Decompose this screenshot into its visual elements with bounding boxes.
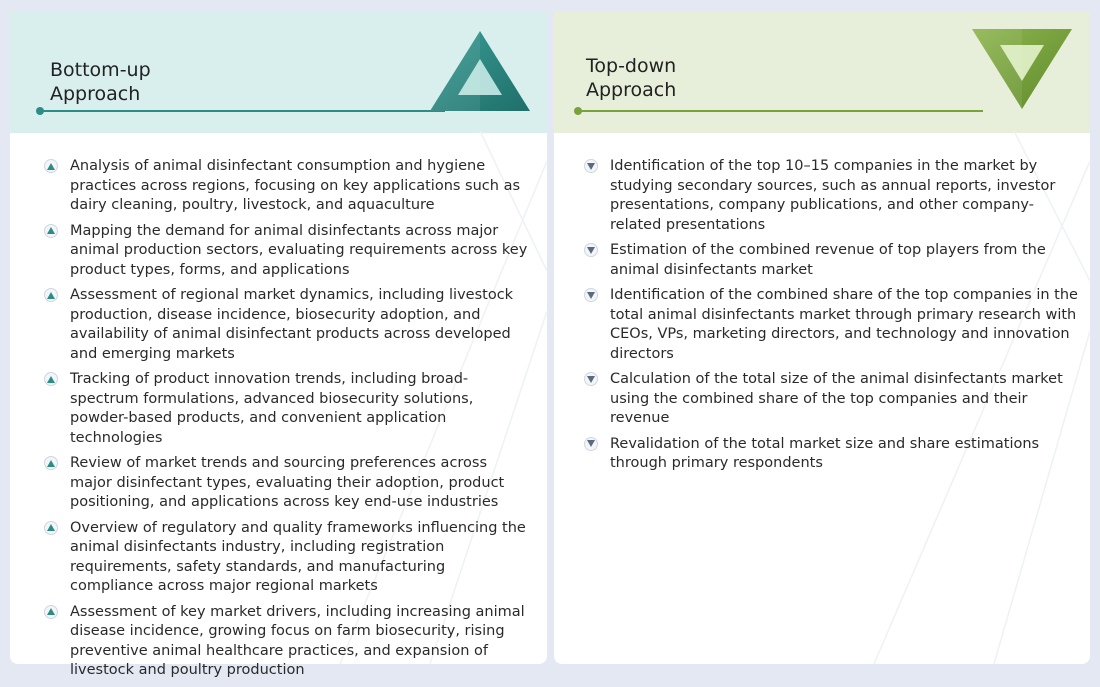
list-item (42, 222, 532, 281)
list-item-text: Assessment of key market drivers, including increasing animal disease incidence, growing focus on farm biosecurity, rising preventive animal healthcare practices, and expansion of livestock and poultry production (70, 603, 525, 678)
triangle-down-bullet-icon (584, 437, 598, 451)
list-item-text: Calculation of the total size of the animal disinfectants market using the combined share of the top companies and their revenue (610, 371, 1063, 426)
list-item (582, 241, 1080, 280)
list-item-text: Revalidation of the total market size and share estimations through primary respondents (610, 435, 1040, 471)
list-item-text: Identification of the combined share of the top companies in the total animal disinfectants market through primary research with CEOs, VPs, marketing directors, and technology and innovation directors (610, 287, 1078, 362)
list-item (582, 370, 1080, 429)
bottom-up-panel (10, 11, 547, 678)
bottom-up-title (50, 58, 151, 106)
triangle-down-bullet-icon (584, 159, 598, 173)
triangle-up-icon (428, 29, 532, 113)
triangle-up-bullet-icon (44, 224, 58, 238)
list-item (42, 370, 532, 448)
triangle-down-icon (970, 27, 1074, 111)
bottom-up-divider (40, 110, 445, 112)
list-item-text: Tracking of product innovation trends, including broad-spectrum formulations, advanced biosecurity solutions, powder-based products, and convenient application technologies (70, 371, 474, 446)
list-item-text: Identification of the top 10–15 companies in the market by studying secondary sources, such as annual reports, investor presentations, company publications, and other company-related presentations (610, 158, 1056, 233)
list-item-text: Estimation of the combined revenue of top players from the animal disinfectants market (610, 242, 1046, 278)
top-down-divider-dot (574, 107, 582, 115)
bottom-up-title-line2: Approach (50, 83, 141, 105)
list-item (42, 454, 532, 513)
list-item (582, 435, 1080, 474)
triangle-down-bullet-icon (584, 243, 598, 257)
top-down-divider (578, 110, 983, 112)
bottom-up-divider-dot (36, 107, 44, 115)
top-down-title-line1: Top-down (586, 55, 677, 77)
list-item (582, 286, 1080, 364)
triangle-up-bullet-icon (44, 605, 58, 619)
top-down-panel (554, 11, 1090, 664)
triangle-up-bullet-icon (44, 159, 58, 173)
list-item (42, 286, 532, 364)
triangle-up-bullet-icon (44, 288, 58, 302)
bottom-up-list (42, 157, 532, 687)
list-item (42, 157, 532, 216)
list-item-text: Review of market trends and sourcing preferences across major disinfectant types, evaluating their adoption, product positioning, and applications across key end-use industries (70, 455, 505, 510)
list-item-text: Mapping the demand for animal disinfectants across major animal production sectors, evaluating requirements across key product types, forms, and applications (70, 222, 528, 278)
list-item-text: Assessment of regional market dynamics, including livestock production, disease incidence, biosecurity adoption, and availability of animal disinfectant products across developed and emerging markets (70, 287, 514, 362)
list-item-text: Overview of regulatory and quality frameworks influencing the animal disinfectants industry, including registration requirements, safety standards, and manufacturing compliance across major regional markets (70, 519, 526, 594)
list-item (582, 157, 1080, 235)
list-item (42, 519, 532, 597)
triangle-up-bullet-icon (44, 521, 58, 535)
triangle-down-bullet-icon (584, 288, 598, 302)
triangle-up-bullet-icon (44, 372, 58, 386)
list-item (42, 603, 532, 681)
top-down-title (586, 54, 676, 102)
top-down-title-line2: Approach (586, 79, 677, 101)
list-item-text: Analysis of animal disinfectant consumption and hygiene practices across regions, focusing on key applications such as dairy cleaning, poultry, livestock, and aquaculture (70, 158, 521, 213)
triangle-up-bullet-icon (44, 456, 58, 470)
triangle-down-bullet-icon (584, 372, 598, 386)
bottom-up-title-line1: Bottom-up (50, 59, 151, 81)
top-down-list (582, 157, 1080, 480)
